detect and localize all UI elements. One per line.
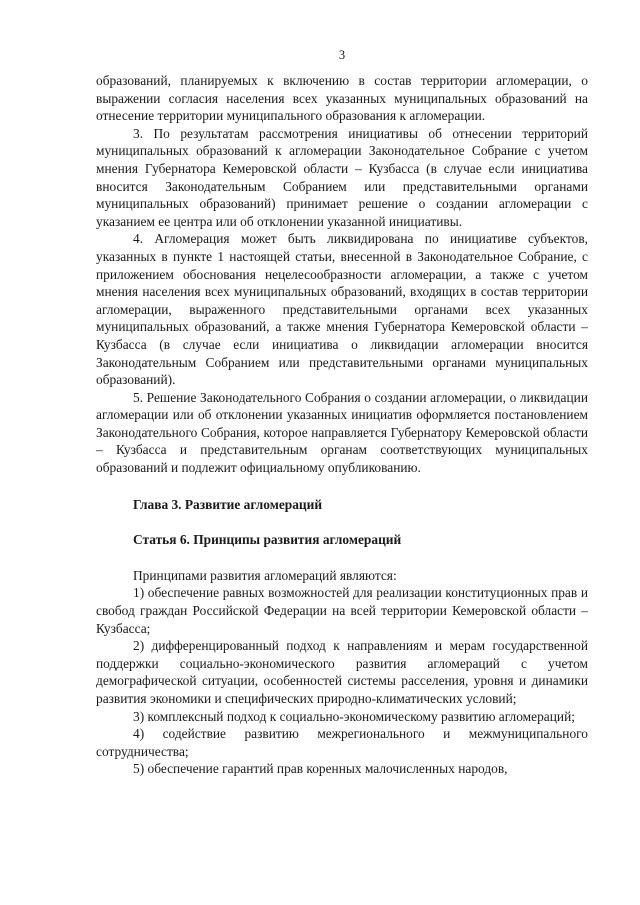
article-heading: Статья 6. Принципы развития агломераций bbox=[133, 532, 402, 548]
principle-item-1: 1) обеспечение равных возможностей для реализации конституционных прав и свобод граждан Российской Федерации на всей территории Кемеровской области – Кузбасса; bbox=[96, 585, 588, 636]
document-body bbox=[96, 72, 588, 778]
document-page bbox=[96, 0, 588, 905]
principle-item-3: 3) комплексный подход к социально-экономическому развитию агломераций; bbox=[133, 708, 575, 724]
paragraph-item-3: 3. По результатам рассмотрения инициативы об отнесении территорий муниципальных образований к агломерации Законодательное Собрание с учетом мнения Губернатора Кемеровской области – Кузбасса (в случае если инициатива вносится Законодательным Собранием или представительными органами муниципальных образований) принимает решение о создании агломерации с указанием ее центра или об отклонении указанной инициативы. bbox=[96, 125, 588, 229]
principle-item-2: 2) дифференцированный подход к направлениям и мерам государственной поддержки социально-экономического развития агломераций с учетом демографической ситуации, особенностей системы расселения, уровня и динамики развития экономики и специфических природно-климатических условий; bbox=[96, 638, 588, 706]
page-number: 3 bbox=[338, 48, 346, 62]
principle-item-4: 4) содействие развитию межрегионального и межмуниципального сотрудничества; bbox=[96, 726, 588, 759]
principles-intro: Принципами развития агломераций являются: bbox=[133, 567, 397, 583]
principle-item-5: 5) обеспечение гарантий прав коренных малочисленных народов, bbox=[133, 761, 508, 777]
paragraph-continuation: образований, планируемых к включению в состав территории агломерации, о выражении согласия населения всех указанных муниципальных образований на отнесение территории муниципального образования к агломерации. bbox=[96, 73, 588, 124]
paragraph-item-4: 4. Агломерация может быть ликвидирована по инициативе субъектов, указанных в пункте 1 настоящей статьи, внесенной в Законодательное Собрание, с приложением обоснования нецелесообразности агломерации, а также с учетом мнения населения всех муниципальных образований, входящих в состав территории агломерации, выраженного представительными органами всех указанных муниципальных образований, а также мнения Губернатора Кемеровской области – Кузбасса (в случае если инициатива о ликвидации агломерации вносится Законодательным Собранием или представительными органами муниципальных образований). bbox=[96, 231, 588, 388]
paragraph-item-5: 5. Решение Законодательного Собрания о создании агломерации, о ликвидации агломерации или об отклонении указанных инициатив оформляется постановлением Законодательного Собрания, которое направляется Губернатору Кемеровской области – Кузбасса и представительным органам соответствующих муниципальных образований и подлежит официальному опубликованию. bbox=[96, 389, 588, 476]
chapter-heading: Глава 3. Развитие агломераций bbox=[133, 496, 323, 512]
